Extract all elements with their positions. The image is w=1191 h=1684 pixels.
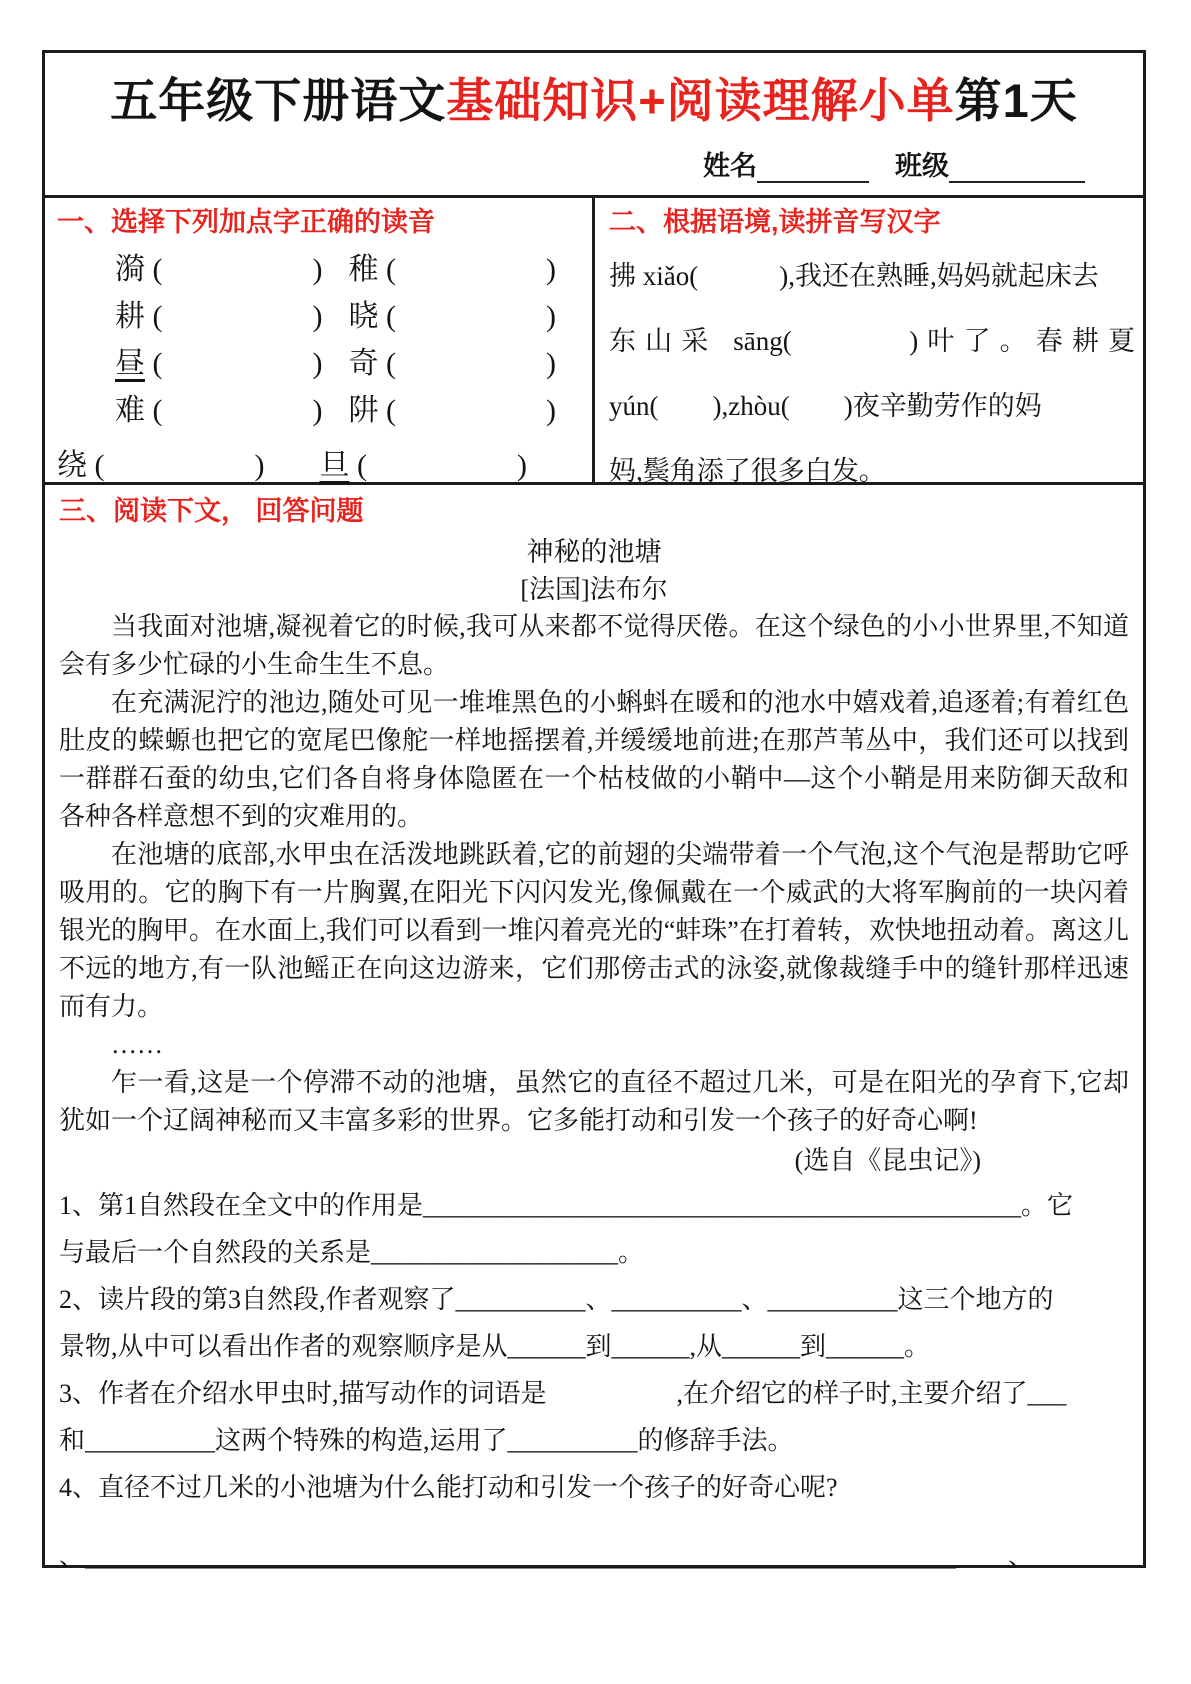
question-line: 4、直径不过几米的小池塘为什么能打动和引发一个孩子的好奇心呢? [59, 1473, 838, 1502]
passage-author: [法国]法布尔 [520, 575, 668, 604]
question-line: 1、第1自然段在全文中的作用是______________________________________________。它 [59, 1191, 1074, 1220]
char: 旦 [319, 449, 350, 482]
passage-paragraph: 当我面对池塘,凝视着它的时候,我可从来都不觉得厌倦。在这个绿色的小小世界里,不知道会有多少忙碌的小生命生生不息。 [59, 612, 1129, 679]
title-part-tail: 第1天 [954, 74, 1078, 127]
char-item [115, 246, 349, 293]
answer-parens: ( ) [87, 449, 265, 482]
char: 阱 [348, 394, 379, 427]
list-row [57, 442, 582, 489]
answer-parens: ( ) [378, 394, 556, 427]
list-row [115, 293, 582, 340]
pinyin-exercise [609, 244, 1135, 504]
list-row [115, 246, 582, 293]
char: 稚 [348, 253, 379, 286]
question-line: 2、读片段的第3自然段,作者观察了__________、__________、__________这三个地方的 [59, 1285, 1054, 1314]
char-item [349, 387, 583, 434]
worksheet-border [42, 50, 1146, 1571]
char-item [57, 442, 320, 489]
exercise-line: 东山采 sāng( )叶了。春耕夏 [609, 326, 1135, 356]
answer-parens: ( ) [349, 449, 527, 482]
char: 绕 [57, 449, 87, 482]
passage-ellipsis: …… [111, 1030, 163, 1059]
exercise-line: yún( ),zhòu( )夜辛勤劳作的妈 [609, 391, 1042, 421]
class-label: 班级 [895, 151, 949, 181]
pronunciation-list [115, 246, 582, 434]
char-item [115, 387, 349, 434]
section-three-heading: 三、阅读下文， 回答问题 [59, 496, 364, 526]
passage-paragraph: 乍一看,这是一个停滞不动的池塘，虽然它的直径不超过几米，可是在阳光的孕育下,它却犹如一个辽阔神秘而又丰富多彩的世界。它多能打动和引发一个孩子的好奇心啊! [59, 1068, 1129, 1135]
passage-source: (选自《昆虫记》) [794, 1146, 981, 1175]
char-item [349, 293, 583, 340]
section-one [45, 198, 595, 482]
section-two-heading: 二、根据语境,读拼音写汉字 [609, 207, 941, 237]
char-item [115, 293, 349, 340]
title-part-black: 五年级下册语文 [110, 74, 447, 127]
name-blank [757, 151, 869, 183]
name-class-row [45, 145, 1143, 183]
answer-parens: ( ) [145, 394, 323, 427]
page-title [45, 73, 1143, 129]
name-label: 姓名 [703, 151, 757, 181]
char-item [320, 442, 583, 489]
list-row [115, 340, 582, 387]
char: 昼 [115, 347, 145, 380]
char: 难 [115, 394, 145, 427]
passage-paragraph: 在充满泥泞的池边,随处可见一堆堆黑色的小蝌蚪在暖和的池水中嬉戏着,追逐着;有着红色肚皮的蝾螈也把它的宽尾巴像舵一样地摇摆着,并缓缓地前进;在那芦苇丛中，我们还可以找到一群群石蚕的幼虫,它们各自将身体隐匿在一个枯枝做的小鞘中—这个小鞘是用来防御天敌和各种各样意想不到的灾难用的。 [59, 688, 1129, 831]
section-two [595, 198, 1143, 486]
question-line: 与最后一个自然段的关系是___________________。 [59, 1238, 645, 1267]
two-column-section [45, 195, 1143, 485]
passage-title: 神秘的池塘 [526, 537, 662, 567]
title-part-red: 基础知识+阅读理解小单 [446, 74, 955, 127]
exercise-line: 拂 xiǎo( ),我还在熟睡,妈妈就起床去 [609, 261, 1099, 291]
question-line: 和__________这两个特殊的构造,运用了__________的修辞手法。 [59, 1426, 794, 1455]
exercise-line: 妈,鬓角添了很多白发。 [609, 456, 886, 486]
list-row [115, 387, 582, 434]
char: 漪 [115, 253, 145, 286]
question-line: 景物,从中可以看出作者的观察顺序是从______到______,从______到______。 [59, 1332, 931, 1361]
question-line: 3、作者在介绍水甲虫时,描写动作的词语是 ,在介绍它的样子时,主要介绍了___ [59, 1379, 1067, 1408]
char: 奇 [348, 347, 379, 380]
section-three [45, 485, 1143, 1577]
answer-parens: ( ) [378, 347, 556, 380]
answer-blank-line: 、___________________________________________________________________ 、 [59, 1542, 1035, 1571]
section-one-heading: 一、选择下列加点字正确的读音 [57, 207, 435, 237]
answer-parens: ( ) [378, 253, 556, 286]
class-blank [949, 151, 1085, 183]
char-item [115, 340, 349, 387]
answer-parens: ( ) [145, 253, 323, 286]
char-item [349, 340, 583, 387]
answer-parens: ( ) [145, 347, 323, 380]
char: 耕 [115, 300, 145, 333]
char: 晓 [348, 300, 379, 333]
answer-parens: ( ) [378, 300, 556, 333]
char-item [349, 246, 583, 293]
answer-parens: ( ) [145, 300, 323, 333]
passage-paragraph: 在池塘的底部,水甲虫在活泼地跳跃着,它的前翅的尖端带着一个气泡,这个气泡是帮助它呼吸用的。它的胸下有一片胸翼,在阳光下闪闪发光,像佩戴在一个威武的大将军胸前的一块闪着银光的胸甲。在水面上,我们可以看到一堆闪着亮光的“蚌珠”在打着转，欢快地扭动着。离这儿不远的地方,有一队池鳐正在向这边游来，它们那傍击式的泳姿,就像裁缝手中的缝针那样迅速而有力。 [59, 840, 1129, 1021]
